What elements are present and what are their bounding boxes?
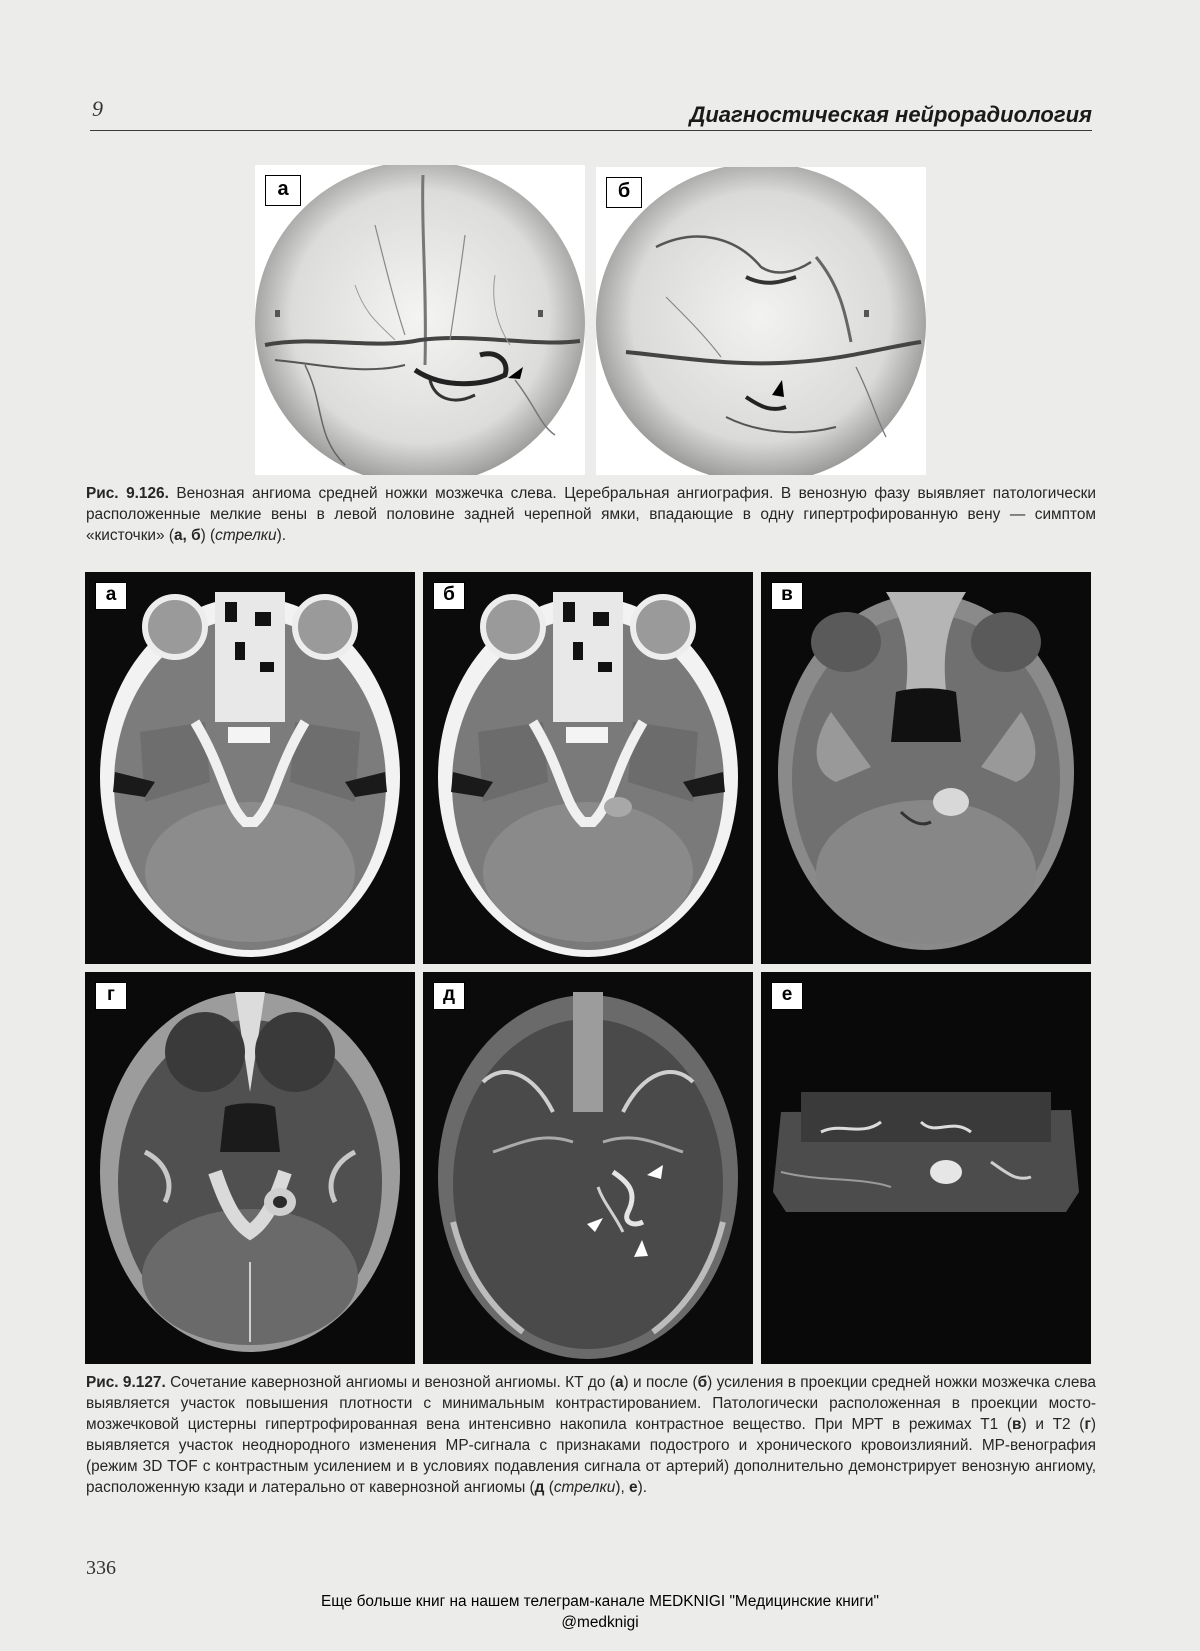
panel-label-g: г: [95, 982, 127, 1010]
tof-3d-image: [761, 972, 1091, 1364]
figure-127-caption: Рис. 9.127. Сочетание кавернозной ангиомы и венозной ангиомы. КТ до (а) и после (б) усиления в проекции средней ножки мозжечка слева выявляется участок повышения плотности с минимальным контрастированием. Патологически расположенная в проекции мосто-мозжечковой цистерны гипертрофированная вена интенсивно накопила контрастное вещество. При МРТ в режимах Т1 (в) и Т2 (г) выявляется участок неоднородного изменения МР-сигнала с признаками подострого и хронического кровоизлияний. МР-венография (режим 3D TOF с контрастным усилением и в условиях подавления сигнала от артерий) дополнительно демонстрирует венозную ангиому, расположенную кзади и латерально от кавернозной ангиомы (д (стрелки), е).: [86, 1374, 1096, 1496]
panel-label-e: е: [771, 982, 803, 1010]
figure-127-caption-label: Рис. 9.127.: [86, 1374, 166, 1391]
footer-promo: Еще больше книг на нашем телеграм-канале MEDKNIGI "Медицинские книги": [320, 1593, 879, 1610]
chapter-number: 9: [92, 96, 103, 121]
figure-127-panel-a: [85, 572, 415, 964]
ct-scan-image-b: [423, 572, 753, 964]
panel-label-a: а: [95, 582, 127, 610]
mri-t2-image: [85, 972, 415, 1364]
mri-t1-image: [761, 572, 1091, 964]
figure-127-panel-g: [85, 972, 415, 1364]
figure-127-panel-d: [423, 972, 753, 1364]
angiogram-image-b: [596, 167, 926, 475]
ct-scan-image-a: [85, 572, 415, 964]
header-rule: [90, 130, 1092, 131]
panel-label-a: а: [265, 175, 301, 206]
figure-126-panel-a: [255, 165, 585, 475]
panel-label-d: д: [433, 982, 465, 1010]
panel-label-v: в: [771, 582, 803, 610]
figure-126-panel-b: [596, 167, 926, 475]
mr-venography-image: [423, 972, 753, 1364]
footer-handle: @medknigi: [561, 1614, 639, 1631]
figure-127-panel-e: [761, 972, 1091, 1364]
figure-126-caption-label: Рис. 9.126.: [86, 485, 169, 502]
figure-127-panel-b: [423, 572, 753, 964]
panel-label-b: б: [606, 177, 642, 208]
page-number: 336: [86, 1557, 116, 1579]
angiogram-image-a: [255, 165, 585, 475]
panel-label-b: б: [433, 582, 465, 610]
figure-126-caption: Рис. 9.126. Венозная ангиома средней ножки мозжечка слева. Церебральная ангиография. В венозную фазу выявляет патологически расположенные мелкие вены в левой половине задней черепной ямки, впадающие в одну гипертрофированную вену — симптом «кисточки» (а, б) (стрелки).: [86, 485, 1096, 544]
figure-127-panel-v: [761, 572, 1091, 964]
running-head: Диагностическая нейрорадиология: [689, 102, 1092, 127]
